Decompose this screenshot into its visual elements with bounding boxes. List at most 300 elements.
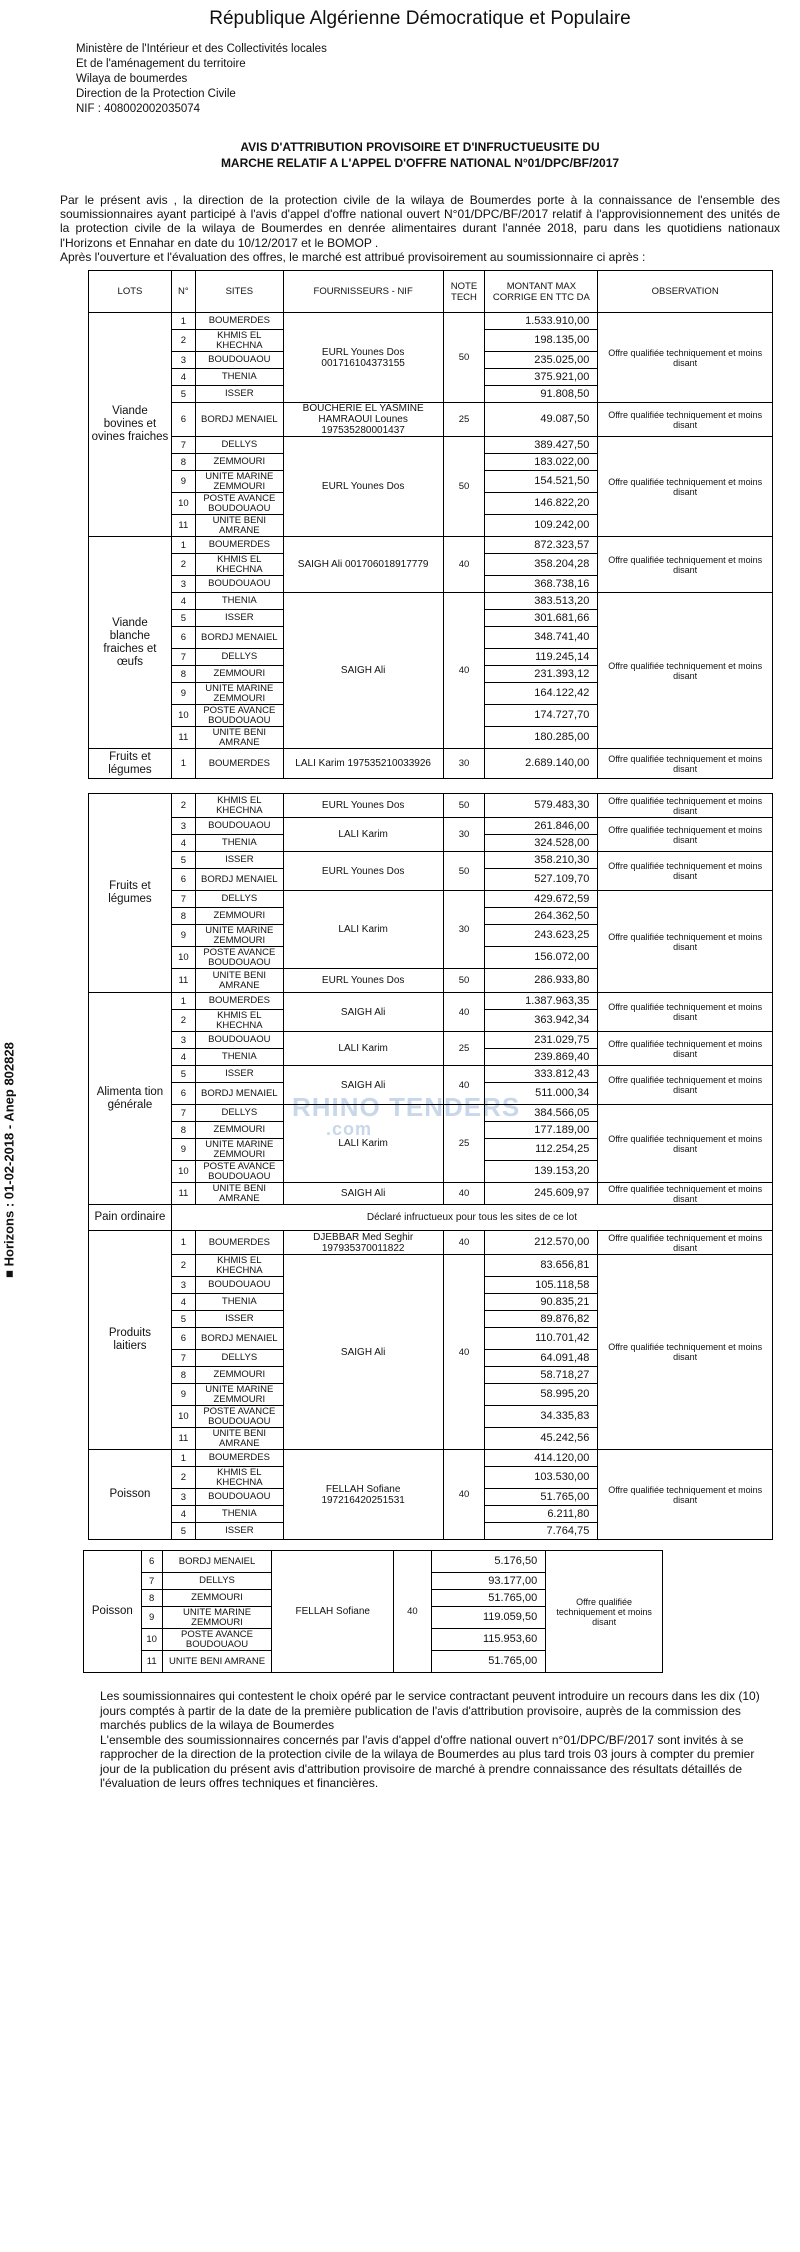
row-number: 6 <box>171 403 195 437</box>
site-name: UNITE BENI AMRANE <box>162 1651 272 1673</box>
amount-value: 212.570,00 <box>485 1231 598 1255</box>
table-row <box>89 403 773 437</box>
amount-value: 119.245,14 <box>485 649 598 666</box>
lot-name: Viande bovines et ovines fraiches <box>89 313 172 537</box>
site-name: ZEMMOURI <box>195 1122 283 1139</box>
col-n: N° <box>171 271 195 313</box>
row-number: 7 <box>171 891 195 908</box>
row-number: 3 <box>171 576 195 593</box>
attribution-table-2 <box>88 793 773 1540</box>
table-row <box>89 1032 773 1049</box>
amount-value: 177.189,00 <box>485 1122 598 1139</box>
amount-value: 358.204,28 <box>485 554 598 576</box>
observation: Offre qualifiée techniquement et moins disant <box>598 313 773 403</box>
amount-value: 51.765,00 <box>431 1651 545 1673</box>
observation: Offre qualifiée techniquement et moins disant <box>598 1255 773 1450</box>
note-tech: 50 <box>443 437 485 537</box>
row-number: 9 <box>141 1607 162 1629</box>
site-name: BORDJ MENAIEL <box>195 1328 283 1350</box>
amount-value: 368.738,16 <box>485 576 598 593</box>
supplier-name: SAIGH Ali 001706018917779 <box>283 537 443 593</box>
table-row <box>89 993 773 1010</box>
site-name: BOUMERDES <box>195 537 283 554</box>
observation: Offre qualifiée techniquement et moins disant <box>598 818 773 852</box>
table-row <box>89 749 773 779</box>
observation: Offre qualifiée techniquement et moins disant <box>598 794 773 818</box>
amount-value: 89.876,82 <box>485 1311 598 1328</box>
amount-value: 105.118,58 <box>485 1277 598 1294</box>
site-name: BOUMERDES <box>195 1231 283 1255</box>
supplier-name: LALI Karim <box>283 1032 443 1066</box>
row-number: 5 <box>171 1066 195 1083</box>
amount-value: 7.764,75 <box>485 1523 598 1540</box>
supplier-name: EURL Younes Dos <box>283 969 443 993</box>
row-number: 1 <box>171 313 195 330</box>
attribution-table-1 <box>88 270 773 779</box>
amount-value: 112.254,25 <box>485 1139 598 1161</box>
row-number: 11 <box>171 727 195 749</box>
row-number: 6 <box>171 1083 195 1105</box>
row-number: 6 <box>171 627 195 649</box>
row-number: 7 <box>141 1573 162 1590</box>
row-number: 5 <box>171 852 195 869</box>
observation: Offre qualifiée techniquement et moins disant <box>598 1066 773 1105</box>
supplier-name: SAIGH Ali <box>283 1255 443 1450</box>
supplier-name: EURL Younes Dos <box>283 852 443 891</box>
site-name: DELLYS <box>195 1105 283 1122</box>
observation: Offre qualifiée techniquement et moins disant <box>598 749 773 779</box>
lot-name: Pain ordinaire <box>89 1205 172 1231</box>
amount-value: 64.091,48 <box>485 1350 598 1367</box>
amount-value: 6.211,80 <box>485 1506 598 1523</box>
amount-value: 109.242,00 <box>485 515 598 537</box>
amount-value: 183.022,00 <box>485 454 598 471</box>
row-number: 10 <box>171 947 195 969</box>
supplier-name: LALI Karim <box>283 1105 443 1183</box>
amount-value: 511.000,34 <box>485 1083 598 1105</box>
site-name: ISSER <box>195 386 283 403</box>
row-number: 10 <box>171 1161 195 1183</box>
table-row-pain <box>89 1205 773 1231</box>
row-number: 5 <box>171 1523 195 1540</box>
site-name: POSTE AVANCE BOUDOUAOU <box>195 493 283 515</box>
site-name: BORDJ MENAIEL <box>195 1083 283 1105</box>
site-name: BOUDOUAOU <box>195 1489 283 1506</box>
amount-value: 51.765,00 <box>431 1590 545 1607</box>
site-name: POSTE AVANCE BOUDOUAOU <box>195 1406 283 1428</box>
site-name: THENIA <box>195 1049 283 1066</box>
amount-value: 429.672,59 <box>485 891 598 908</box>
row-number: 11 <box>141 1651 162 1673</box>
observation: Offre qualifiée techniquement et moins disant <box>598 1231 773 1255</box>
row-number: 1 <box>171 993 195 1010</box>
observation: Offre qualifiée techniquement et moins disant <box>546 1551 663 1673</box>
amount-value: 91.808,50 <box>485 386 598 403</box>
site-name: BORDJ MENAIEL <box>195 627 283 649</box>
supplier-name: EURL Younes Dos 001716104373155 <box>283 313 443 403</box>
site-name: THENIA <box>195 835 283 852</box>
site-name: ZEMMOURI <box>195 1367 283 1384</box>
note-tech: 40 <box>443 993 485 1032</box>
row-number: 4 <box>171 1506 195 1523</box>
amount-value: 5.176,50 <box>431 1551 545 1573</box>
amount-value: 51.765,00 <box>485 1489 598 1506</box>
row-number: 9 <box>171 683 195 705</box>
site-name: KHMIS EL KHECHNA <box>195 794 283 818</box>
site-name: ZEMMOURI <box>162 1590 272 1607</box>
table-row <box>89 1450 773 1467</box>
observation: Offre qualifiée techniquement et moins disant <box>598 891 773 993</box>
amount-value: 375.921,00 <box>485 369 598 386</box>
amount-value: 198.135,00 <box>485 330 598 352</box>
amount-value: 45.242,56 <box>485 1428 598 1450</box>
note-tech: 40 <box>394 1551 432 1673</box>
infructueux-note: Déclaré infructueux pour tous les sites de ce lot <box>171 1205 772 1231</box>
row-number: 3 <box>171 818 195 835</box>
row-number: 2 <box>171 554 195 576</box>
amount-value: 235.025,00 <box>485 352 598 369</box>
notice-document <box>60 0 780 1791</box>
row-number: 2 <box>171 794 195 818</box>
note-tech: 50 <box>443 794 485 818</box>
row-number: 6 <box>171 1328 195 1350</box>
site-name: THENIA <box>195 1294 283 1311</box>
row-number: 4 <box>171 593 195 610</box>
republic-title: République Algérienne Démocratique et Populaire <box>209 8 631 29</box>
col-sites: SITES <box>195 271 283 313</box>
amount-value: 231.393,12 <box>485 666 598 683</box>
site-name: POSTE AVANCE BOUDOUAOU <box>195 1161 283 1183</box>
publication-sidebar <box>0 980 18 1340</box>
row-number: 11 <box>171 515 195 537</box>
table-row <box>89 437 773 454</box>
table-row <box>89 1183 773 1205</box>
supplier-name: SAIGH Ali <box>283 593 443 749</box>
lot-name: Fruits et légumes <box>89 749 172 779</box>
row-number: 8 <box>171 1122 195 1139</box>
note-tech: 40 <box>443 1255 485 1450</box>
amount-value: 1.533.910,00 <box>485 313 598 330</box>
table-row <box>89 313 773 330</box>
lot-name: Fruits et légumes <box>89 794 172 993</box>
site-name: THENIA <box>195 369 283 386</box>
table-row <box>89 1066 773 1083</box>
table-header-row <box>89 271 773 313</box>
closing-paragraph: Les soumissionnaires qui contestent le choix opéré par le service contractant peuvent introduire un recours dans les dix (10) jours comptés à partir de la date de la première publication de l'avis d'attribution provisoire, auprès de la commission des marchés publics de la wilaya de Boumerdes <box>100 1689 760 1733</box>
observation: Offre qualifiée techniquement et moins disant <box>598 403 773 437</box>
observation: Offre qualifiée techniquement et moins disant <box>598 1183 773 1205</box>
site-name: BOUDOUAOU <box>195 352 283 369</box>
site-name: ZEMMOURI <box>195 454 283 471</box>
amount-value: 414.120,00 <box>485 1450 598 1467</box>
row-number: 10 <box>171 705 195 727</box>
lot-name: Poisson <box>89 1450 172 1540</box>
row-number: 9 <box>171 1384 195 1406</box>
supplier-name: EURL Younes Dos <box>283 794 443 818</box>
amount-value: 154.521,50 <box>485 471 598 493</box>
table-row <box>89 794 773 818</box>
amount-value: 180.285,00 <box>485 727 598 749</box>
note-tech: 50 <box>443 969 485 993</box>
row-number: 7 <box>171 437 195 454</box>
site-name: ISSER <box>195 1523 283 1540</box>
supplier-name: SAIGH Ali <box>283 993 443 1032</box>
amount-value: 579.483,30 <box>485 794 598 818</box>
row-number: 3 <box>171 1032 195 1049</box>
row-number: 2 <box>171 1010 195 1032</box>
amount-value: 115.953,60 <box>431 1629 545 1651</box>
amount-value: 119.059,50 <box>431 1607 545 1629</box>
supplier-name: FELLAH Sofiane <box>272 1551 394 1673</box>
amount-value: 239.869,40 <box>485 1049 598 1066</box>
site-name: DELLYS <box>195 649 283 666</box>
supplier-name: DJEBBAR Med Seghir 197935370011822 <box>283 1231 443 1255</box>
row-number: 8 <box>171 1367 195 1384</box>
amount-value: 156.072,00 <box>485 947 598 969</box>
supplier-name: LALI Karim <box>283 818 443 852</box>
lot-name: Viande blanche fraiches et œufs <box>89 537 172 749</box>
supplier-name: FELLAH Sofiane 197216420251531 <box>283 1450 443 1540</box>
row-number: 5 <box>171 1311 195 1328</box>
supplier-name: EURL Younes Dos <box>283 437 443 537</box>
row-number: 8 <box>171 454 195 471</box>
amount-value: 264.362,50 <box>485 908 598 925</box>
observation: Offre qualifiée techniquement et moins disant <box>598 852 773 891</box>
table-row <box>89 1255 773 1277</box>
site-name: KHMIS EL KHECHNA <box>195 1255 283 1277</box>
table-row <box>89 891 773 908</box>
publication-stamp: ■ Horizons : 01-02-2018 - Anep 802828 <box>1 1042 17 1278</box>
row-number: 8 <box>171 666 195 683</box>
site-name: ISSER <box>195 610 283 627</box>
watermark: RHINO TENDERS .com <box>292 1092 521 1139</box>
table-row <box>89 593 773 610</box>
site-name: UNITE BENI AMRANE <box>195 1183 283 1205</box>
site-name: UNITE MARINE ZEMMOURI <box>195 683 283 705</box>
col-lots: LOTS <box>89 271 172 313</box>
amount-value: 348.741,40 <box>485 627 598 649</box>
site-name: BORDJ MENAIEL <box>162 1551 272 1573</box>
amount-value: 324.528,00 <box>485 835 598 852</box>
row-number: 10 <box>171 1406 195 1428</box>
site-name: DELLYS <box>195 1350 283 1367</box>
note-tech: 40 <box>443 593 485 749</box>
col-amount: MONTANT MAX CORRIGE EN TTC DA <box>485 271 598 313</box>
note-tech: 30 <box>443 749 485 779</box>
site-name: DELLYS <box>162 1573 272 1590</box>
site-name: UNITE BENI AMRANE <box>195 515 283 537</box>
site-name: UNITE BENI AMRANE <box>195 727 283 749</box>
note-tech: 30 <box>443 891 485 969</box>
note-tech: 40 <box>443 537 485 593</box>
amount-value: 49.087,50 <box>485 403 598 437</box>
observation: Offre qualifiée techniquement et moins disant <box>598 993 773 1032</box>
supplier-name: SAIGH Ali <box>283 1183 443 1205</box>
amount-value: 103.530,00 <box>485 1467 598 1489</box>
site-name: BOUMERDES <box>195 993 283 1010</box>
row-number: 11 <box>171 1183 195 1205</box>
site-name: ISSER <box>195 852 283 869</box>
site-name: ISSER <box>195 1311 283 1328</box>
authority-line: Ministère de l'Intérieur et des Collectivités locales <box>76 43 327 55</box>
row-number: 1 <box>171 537 195 554</box>
notice-title: AVIS D'ATTRIBUTION PROVISOIRE ET D'INFRUCTUEUSITE DU MARCHE RELATIF A L'APPEL D'OFFRE NATIONAL N°01/DPC/BF/2017 <box>220 140 620 170</box>
amount-value: 301.681,66 <box>485 610 598 627</box>
site-name: ZEMMOURI <box>195 666 283 683</box>
row-number: 1 <box>171 749 195 779</box>
observation: Offre qualifiée techniquement et moins disant <box>598 1450 773 1540</box>
site-name: BORDJ MENAIEL <box>195 403 283 437</box>
observation: Offre qualifiée techniquement et moins disant <box>598 437 773 537</box>
supplier-name: BOUCHERIE EL YASMINE HAMRAOUI Lounes 197535280001437 <box>283 403 443 437</box>
row-number: 11 <box>171 969 195 993</box>
site-name: UNITE MARINE ZEMMOURI <box>195 925 283 947</box>
observation: Offre qualifiée techniquement et moins disant <box>598 1105 773 1183</box>
authority-line: Et de l'aménagement du territoire <box>76 58 246 70</box>
site-name: KHMIS EL KHECHNA <box>195 1467 283 1489</box>
site-name: KHMIS EL KHECHNA <box>195 330 283 352</box>
row-number: 7 <box>171 649 195 666</box>
row-number: 4 <box>171 835 195 852</box>
note-tech: 25 <box>443 1032 485 1066</box>
observation: Offre qualifiée techniquement et moins disant <box>598 593 773 749</box>
row-number: 7 <box>171 1350 195 1367</box>
amount-value: 58.718,27 <box>485 1367 598 1384</box>
col-suppliers: FOURNISSEURS - NIF <box>283 271 443 313</box>
site-name: THENIA <box>195 1506 283 1523</box>
site-name: ISSER <box>195 1066 283 1083</box>
amount-value: 383.513,20 <box>485 593 598 610</box>
row-number: 9 <box>171 925 195 947</box>
site-name: UNITE MARINE ZEMMOURI <box>162 1607 272 1629</box>
site-name: ZEMMOURI <box>195 908 283 925</box>
amount-value: 286.933,80 <box>485 969 598 993</box>
site-name: UNITE MARINE ZEMMOURI <box>195 1139 283 1161</box>
note-tech: 50 <box>443 852 485 891</box>
row-number: 2 <box>171 1467 195 1489</box>
lot-name: Poisson <box>84 1551 142 1673</box>
row-number: 9 <box>171 471 195 493</box>
note-tech: 40 <box>443 1066 485 1105</box>
site-name: POSTE AVANCE BOUDOUAOU <box>195 947 283 969</box>
amount-value: 261.846,00 <box>485 818 598 835</box>
col-observation: OBSERVATION <box>598 271 773 313</box>
amount-value: 174.727,70 <box>485 705 598 727</box>
site-name: KHMIS EL KHECHNA <box>195 554 283 576</box>
intro-text: Par le présent avis , la direction de la protection civile de la wilaya de Boumerdes porte à la connaissance de l'ensemble des soumissionnaires ayant participé à l'avis d'appel d'offre national ouvert N°01/DPC/BF/2017 relatif à l'approvisionnement des unités de la protection civile de la wilaya de Boumerdes en denrée alimentaires durant l'année 2018, paru dans les quotidiens nationaux l'Horizons et Ennahar en date du 10/12/2017 et le BOMOP . Après l'ouverture et l'évaluation des offres, le marché est attribué provisoirement au soumissionnaire ci après : <box>60 193 780 264</box>
table-row <box>89 818 773 835</box>
nif-line: NIF : 408002002035074 <box>76 103 201 115</box>
authority-line: Direction de la Protection Civile <box>76 88 236 100</box>
amount-value: 333.812,43 <box>485 1066 598 1083</box>
site-name: BORDJ MENAIEL <box>195 869 283 891</box>
amount-value: 384.566,05 <box>485 1105 598 1122</box>
row-number: 4 <box>171 1294 195 1311</box>
note-tech: 25 <box>443 403 485 437</box>
site-name: BOUMERDES <box>195 313 283 330</box>
row-number: 10 <box>171 493 195 515</box>
table-row <box>89 537 773 554</box>
amount-value: 110.701,42 <box>485 1328 598 1350</box>
note-tech: 40 <box>443 1450 485 1540</box>
attribution-table-3 <box>83 1550 663 1673</box>
row-number: 4 <box>171 369 195 386</box>
supplier-name: LALI Karim <box>283 891 443 969</box>
amount-value: 146.822,20 <box>485 493 598 515</box>
closing-paragraph: L'ensemble des soumissionnaires concernés par l'avis d'appel d'offre national ouvert n°01/DPC/BF/2017 sont invités à se rapprocher de la direction de la protection civile de la wilaya de Boumerdes au plus tard trois 03 jours à compter du premier jour de la publication du présent avis d'attribution provisoire de marché à prendre connaissance des résultats détaillés de l'évaluation de leurs offres techniques et financières. <box>100 1732 755 1791</box>
supplier-name: SAIGH Ali <box>283 1066 443 1105</box>
site-name: BOUMERDES <box>195 749 283 779</box>
amount-value: 389.427,50 <box>485 437 598 454</box>
authority-block <box>76 42 780 117</box>
amount-value: 527.109,70 <box>485 869 598 891</box>
amount-value: 363.942,34 <box>485 1010 598 1032</box>
supplier-name: LALI Karim 197535210033926 <box>283 749 443 779</box>
observation: Offre qualifiée techniquement et moins disant <box>598 537 773 593</box>
row-number: 10 <box>141 1629 162 1651</box>
site-name: DELLYS <box>195 437 283 454</box>
amount-value: 1.387.963,35 <box>485 993 598 1010</box>
row-number: 3 <box>171 352 195 369</box>
amount-value: 872.323,57 <box>485 537 598 554</box>
note-tech: 50 <box>443 313 485 403</box>
amount-value: 93.177,00 <box>431 1573 545 1590</box>
site-name: BOUDOUAOU <box>195 1277 283 1294</box>
amount-value: 90.835,21 <box>485 1294 598 1311</box>
amount-value: 358.210,30 <box>485 852 598 869</box>
site-name: BOUDOUAOU <box>195 1032 283 1049</box>
amount-value: 34.335,83 <box>485 1406 598 1428</box>
amount-value: 245.609,97 <box>485 1183 598 1205</box>
site-name: BOUMERDES <box>195 1450 283 1467</box>
lot-name: Alimenta tion générale <box>89 993 172 1205</box>
site-name: DELLYS <box>195 891 283 908</box>
site-name: THENIA <box>195 593 283 610</box>
amount-value: 2.689.140,00 <box>485 749 598 779</box>
site-name: KHMIS EL KHECHNA <box>195 1010 283 1032</box>
table-row <box>89 1105 773 1122</box>
col-note: NOTE TECH <box>443 271 485 313</box>
lot-name: Produits laitiers <box>89 1231 172 1450</box>
amount-value: 164.122,42 <box>485 683 598 705</box>
authority-line: Wilaya de boumerdes <box>76 73 188 85</box>
row-number: 5 <box>171 610 195 627</box>
row-number: 3 <box>171 1489 195 1506</box>
row-number: 6 <box>171 869 195 891</box>
row-number: 9 <box>171 1139 195 1161</box>
site-name: UNITE MARINE ZEMMOURI <box>195 471 283 493</box>
site-name: UNITE MARINE ZEMMOURI <box>195 1384 283 1406</box>
note-tech: 30 <box>443 818 485 852</box>
row-number: 1 <box>171 1231 195 1255</box>
amount-value: 243.623,25 <box>485 925 598 947</box>
table-row <box>89 1231 773 1255</box>
row-number: 4 <box>171 1049 195 1066</box>
table-row <box>89 852 773 869</box>
site-name: UNITE BENI AMRANE <box>195 1428 283 1450</box>
row-number: 2 <box>171 330 195 352</box>
site-name: POSTE AVANCE BOUDOUAOU <box>162 1629 272 1651</box>
row-number: 5 <box>171 386 195 403</box>
table-row <box>84 1551 663 1573</box>
note-tech: 40 <box>443 1183 485 1205</box>
row-number: 8 <box>171 908 195 925</box>
note-tech: 40 <box>443 1231 485 1255</box>
amount-value: 83.656,81 <box>485 1255 598 1277</box>
row-number: 8 <box>141 1590 162 1607</box>
row-number: 1 <box>171 1450 195 1467</box>
row-number: 6 <box>141 1551 162 1573</box>
